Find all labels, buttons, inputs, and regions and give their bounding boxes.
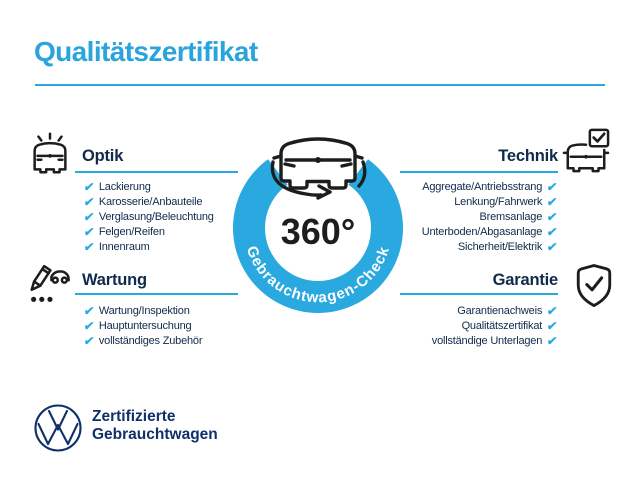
shield-check-icon <box>573 262 615 310</box>
check-icon: ✔ <box>546 318 558 333</box>
section-title-wartung: Wartung <box>82 271 147 289</box>
checklist-item-label: vollständige Unterlagen <box>431 334 543 347</box>
checklist-item-label: Innenraum <box>98 240 150 253</box>
vw-logo <box>33 403 83 453</box>
check-icon: ✔ <box>546 333 558 348</box>
check-icon: ✔ <box>83 179 95 194</box>
checklist-item-label: vollständiges Zubehör <box>98 334 203 347</box>
car-rotation-icon <box>272 139 364 198</box>
check-icon: ✔ <box>546 224 558 239</box>
checklist-wartung <box>84 303 202 348</box>
brand-line1: Zertifizierte <box>92 408 176 425</box>
header-divider <box>35 84 605 86</box>
check-icon: ✔ <box>83 333 95 348</box>
section-divider-technik <box>400 171 558 173</box>
brand-line2: Gebrauchtwagen <box>92 426 218 443</box>
checklist-item-label: Karosserie/Anbauteile <box>98 195 203 208</box>
check-icon: ✔ <box>546 194 558 209</box>
check-icon: ✔ <box>546 239 558 254</box>
check-icon: ✔ <box>83 194 95 209</box>
checklist-item <box>360 333 557 348</box>
section-title-optik: Optik <box>82 147 124 165</box>
check-icon: ✔ <box>546 179 558 194</box>
brand-wordmark <box>92 408 218 444</box>
check-icon: ✔ <box>83 239 95 254</box>
section-divider-optik <box>75 171 238 173</box>
section-title-technik: Technik <box>498 147 558 165</box>
checklist-item-label: Bremsanlage <box>479 210 543 223</box>
checklist-item-label: Garantienachweis <box>457 304 543 317</box>
checklist-item <box>84 318 202 333</box>
checklist-item-label: Sicherheit/Elektrik <box>457 240 543 253</box>
checklist-item-label: Aggregate/Antriebsstrang <box>422 180 543 193</box>
checklist-item-label: Lenkung/Fahrwerk <box>454 195 543 208</box>
checklist-item-label: Hauptuntersuchung <box>98 319 192 332</box>
checklist-item-label: Qualitätszertifikat <box>461 319 543 332</box>
checklist-optik <box>84 179 214 254</box>
page-title: Qualitätszertifikat <box>34 36 258 67</box>
checklist-item <box>360 318 557 333</box>
car-checkbox-icon <box>561 127 611 175</box>
checklist-item <box>84 224 214 239</box>
pencil-checklist-car-icon <box>24 257 74 309</box>
check-icon: ✔ <box>83 209 95 224</box>
checklist-item <box>84 194 214 209</box>
checklist-item <box>84 303 202 318</box>
section-divider-garantie <box>400 293 558 295</box>
check-icon: ✔ <box>546 209 558 224</box>
check-icon: ✔ <box>83 303 95 318</box>
checklist-item <box>84 209 214 224</box>
checklist-item-label: Unterboden/Abgasanlage <box>421 225 543 238</box>
section-divider-wartung <box>75 293 238 295</box>
checklist-item-label: Felgen/Reifen <box>98 225 165 238</box>
ring-label-text: Gebrauchtwagen-Check <box>242 243 394 307</box>
360-check-ring <box>218 118 418 318</box>
section-title-garantie: Garantie <box>492 271 558 289</box>
checklist-item <box>84 333 202 348</box>
checklist-item <box>84 179 214 194</box>
checklist-item-label: Wartung/Inspektion <box>98 304 190 317</box>
car-front-shine-icon <box>26 128 74 178</box>
check-icon: ✔ <box>546 303 558 318</box>
checklist-item-label: Verglasung/Beleuchtung <box>98 210 214 223</box>
degree-label: 360° <box>280 211 356 252</box>
checklist-item-label: Lackierung <box>98 180 151 193</box>
check-icon: ✔ <box>83 318 95 333</box>
checklist-item <box>84 239 214 254</box>
check-icon: ✔ <box>83 224 95 239</box>
